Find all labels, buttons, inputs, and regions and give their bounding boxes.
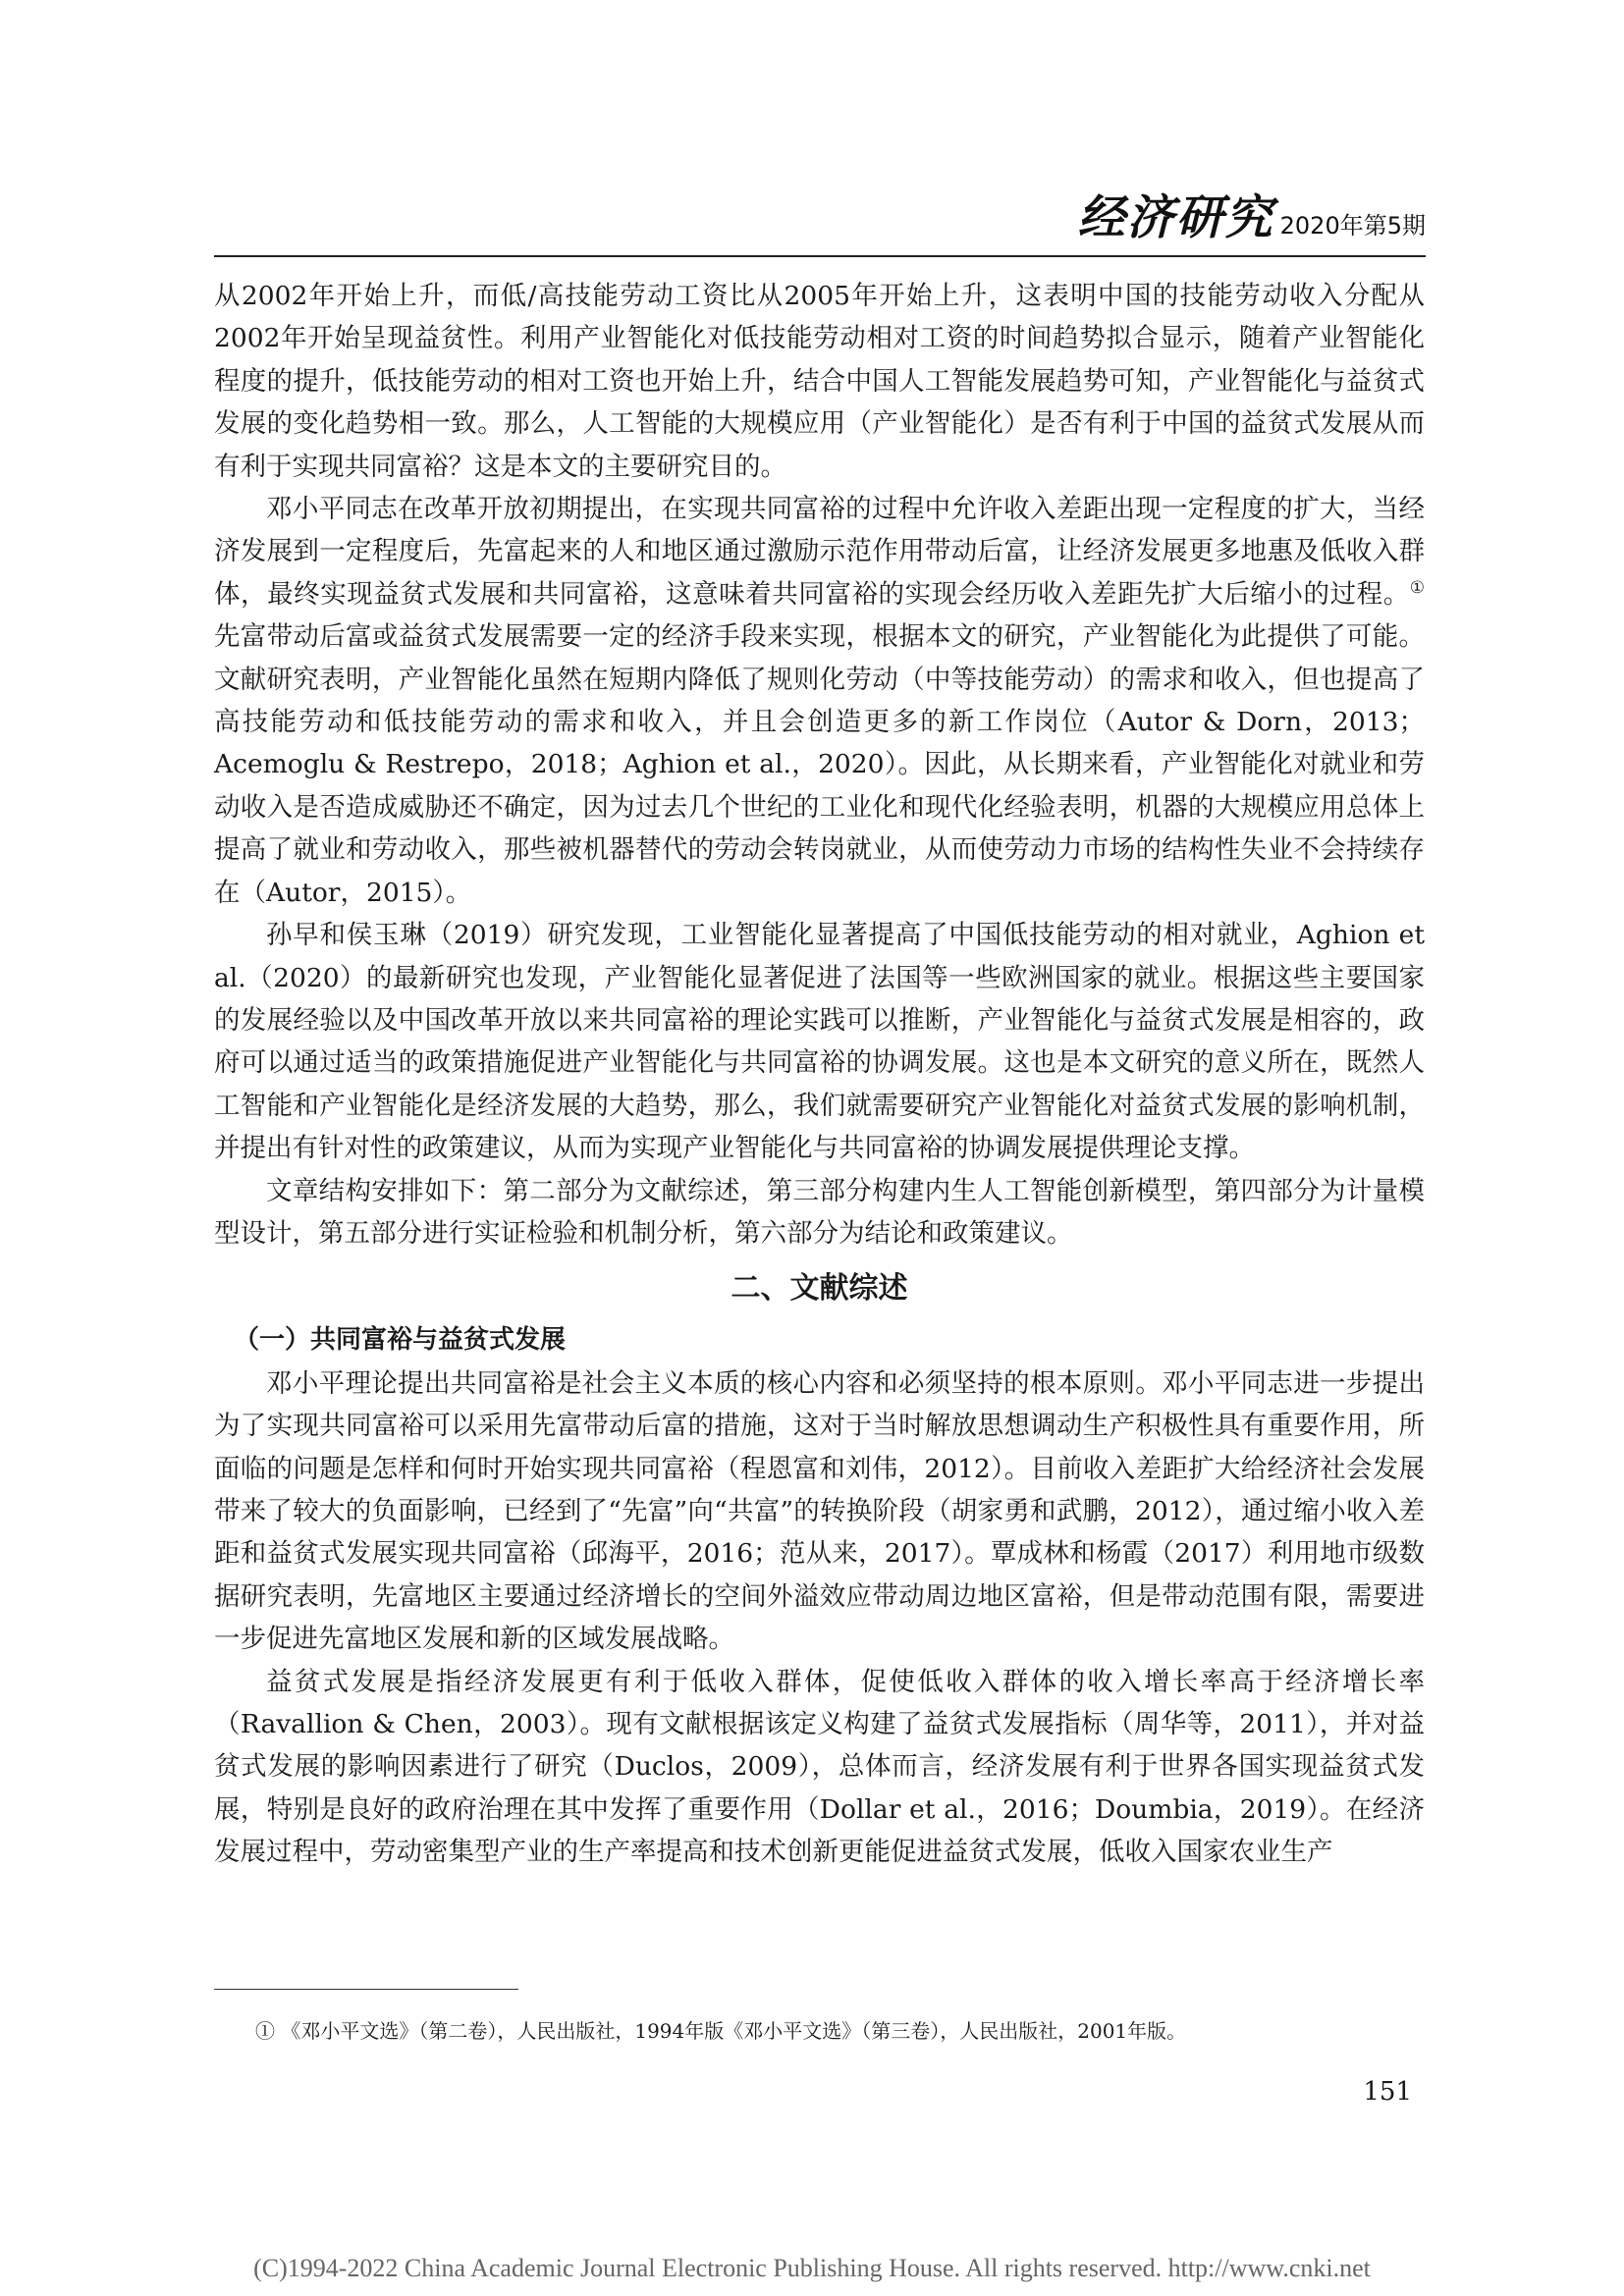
running-header: [214, 190, 1426, 257]
paragraph-2-continued: 先富带动后富或益贫式发展需要一定的经济手段来实现，根据本文的研究，产业智能化为此提供了可能。文献研究表明，产业智能化虽然在短期内降低了规则化劳动（中等技能劳动）的需求和收入，但也提高了高技能劳动和低技能劳动的需求和收入，并且会创造更多的新工作岗位（Autor & Dorn，2013；Acemoglu & Restrepo，2018；Aghion et al.，2020）。因此，从长期来看，产业智能化对就业和劳动收入是否造成威胁还不确定，因为过去几个世纪的工业化和现代化经验表明，机器的大规模应用总体上提高了就业和劳动收入，那些被机器替代的劳动会转岗就业，从而使劳动力市场的结构性失业不会持续存在（Autor，2015）。: [214, 621, 1425, 908]
section-paragraph-2: 益贫式发展是指经济发展更有利于低收入群体，促使低收入群体的收入增长率高于经济增长率（Ravallion & Chen，2003）。现有文献根据该定义构建了益贫式发展指标（周华等，2011），并对益贫式发展的影响因素进行了研究（Duclos，2009），总体而言，经济发展有利于世界各国实现益贫式发展，特别是良好的政府治理在其中发挥了重要作用（Dollar et al.，2016；Doumbia，2019）。在经济发展过程中，劳动密集型产业的生产率提高和技术创新更能促进益贫式发展，低收入国家农业生产: [214, 1666, 1425, 1868]
page-number: 151: [1363, 2077, 1412, 2107]
journal-masthead: [1078, 180, 1426, 247]
footnote: [214, 2016, 1425, 2046]
paragraph-2-text: 邓小平同志在改革开放初期提出，在实现共同富裕的过程中允许收入差距出现一定程度的扩大，当经济发展到一定程度后，先富起来的人和地区通过激励示范作用带动后富，让经济发展更多地惠及低收入群体，最终实现益贫式发展和共同富裕，这意味着共同富裕的实现会经历收入差距先扩大后缩小的过程。: [214, 494, 1425, 610]
footnote-ref-marker[interactable]: ①: [1409, 578, 1425, 599]
journal-issue: 2020年第5期: [1279, 212, 1426, 240]
footnote-divider: [214, 1989, 518, 1990]
copyright-notice: (C)1994-2022 China Academic Journal Electronic Publishing House. All rights reserved. http://www.cnki.net: [253, 2254, 1371, 2282]
subsection-heading: （一）共同富裕与益贫式发展: [234, 1325, 567, 1356]
footnote-marker: ①: [255, 2019, 275, 2043]
paragraph-4: 文章结构安排如下：第二部分为文献综述，第三部分构建内生人工智能创新模型，第四部分为计量模型设计，第五部分进行实证检验和机制分析，第六部分为结论和政策建议。: [214, 1175, 1425, 1249]
paragraph-2: [214, 488, 1425, 914]
section-paragraph-1: 邓小平理论提出共同富裕是社会主义本质的核心内容和必须坚持的根本原则。邓小平同志进一步提出为了实现共同富裕可以采用先富带动后富的措施，这对于当时解放思想调动生产积极性具有重要作用，所面临的问题是怎样和何时开始实现共同富裕（程恩富和刘伟，2012）。目前收入差距扩大给经济社会发展带来了较大的负面影响，已经到了“先富”向“共富”的转换阶段（胡家勇和武鹏，2012），通过缩小收入差距和益贫式发展实现共同富裕（邱海平，2016；范从来，2017）。覃成林和杨霞（2017）利用地市级数据研究表明，先富地区主要通过经济增长的空间外溢效应带动周边地区富裕，但是带动范围有限，需要进一步促进先富地区发展和新的区域发展战略。: [214, 1367, 1425, 1655]
footnote-text: 《邓小平文选》（第二卷），人民出版社，1994年版《邓小平文选》（第三卷），人民出版社，2001年版。: [281, 2019, 1187, 2043]
paragraph-3: 孙早和侯玉琳（2019）研究发现，工业智能化显著提高了中国低技能劳动的相对就业，Aghion et al.（2020）的最新研究也发现，产业智能化显著促进了法国等一些欧洲国家的就业。根据这些主要国家的发展经验以及中国改革开放以来共同富裕的理论实践可以推断，产业智能化与益贫式发展是相容的，政府可以通过适当的政策措施促进产业智能化与共同富裕的协调发展。这也是本文研究的意义所在，既然人工智能和产业智能化是经济发展的大趋势，那么，我们就需要研究产业智能化对益贫式发展的影响机制，并提出有针对性的政策建议，从而为实现产业智能化与共同富裕的协调发展提供理论支撑。: [214, 920, 1425, 1164]
paragraph-1: 从2002年开始上升，而低/高技能劳动工资比从2005年开始上升，这表明中国的技能劳动收入分配从2002年开始呈现益贫性。利用产业智能化对低技能劳动相对工资的时间趋势拟合显示，随着产业智能化程度的提升，低技能劳动的相对工资也开始上升，结合中国人工智能发展趋势可知，产业智能化与益贫式发展的变化趋势相一致。那么，人工智能的大规模应用（产业智能化）是否有利于中国的益贫式发展从而有利于实现共同富裕？这是本文的主要研究目的。: [214, 281, 1425, 482]
section-heading: 二、文献综述: [731, 1271, 908, 1307]
main-text: [214, 275, 1425, 1874]
journal-name-logo: 经济研究: [1077, 190, 1274, 245]
